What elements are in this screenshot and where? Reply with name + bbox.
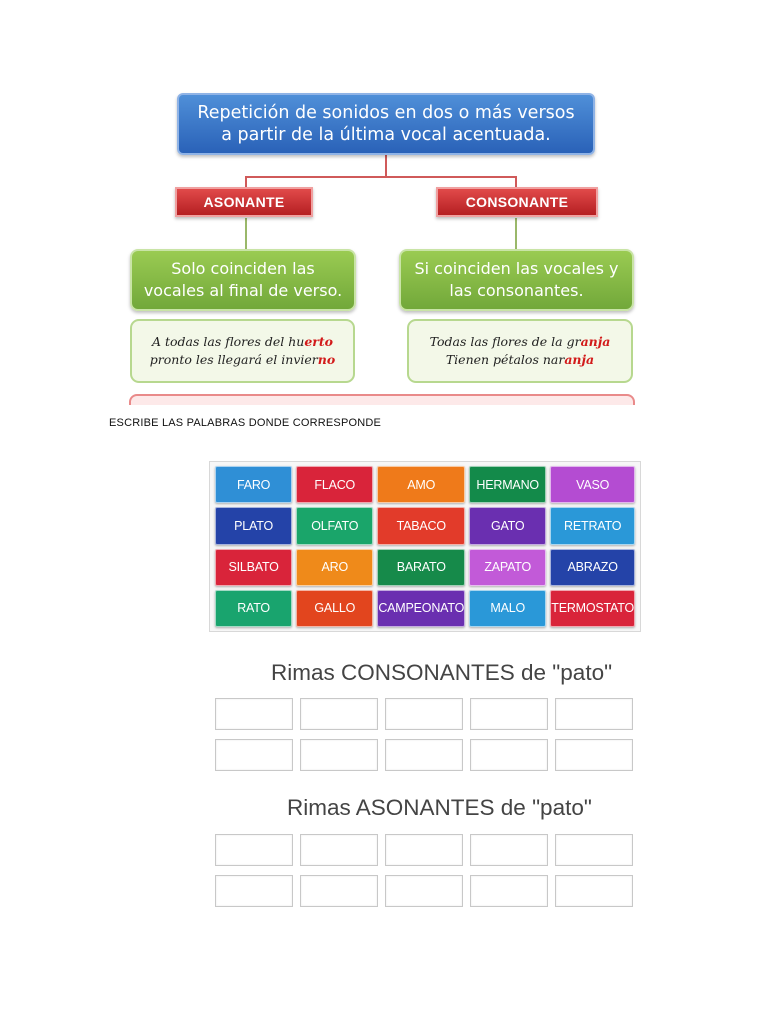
answer-slot[interactable]: [470, 875, 548, 907]
word-tile[interactable]: BARATO: [377, 549, 465, 586]
asonante-description-box: [130, 249, 356, 311]
asonante-label-box: [175, 187, 313, 217]
definition-line-2: a partir de la última vocal acentuada.: [221, 125, 551, 145]
answer-slot[interactable]: [300, 875, 378, 907]
rhyme-highlight: anja: [580, 334, 611, 349]
word-tile[interactable]: RETRATO: [550, 507, 635, 544]
asonante-example-line-2: [150, 351, 335, 369]
consonante-description-line-1: Si coinciden las vocales y: [414, 259, 619, 278]
asonantes-section-title: Rimas ASONANTES de "pato": [287, 795, 592, 820]
answer-slot[interactable]: [555, 875, 633, 907]
asonante-description-line-1: Solo coinciden las: [171, 259, 315, 278]
answer-slot[interactable]: [215, 739, 293, 771]
answer-slot[interactable]: [470, 698, 548, 730]
word-tile[interactable]: FARO: [215, 466, 292, 503]
asonantes-answer-grid: [215, 834, 635, 907]
connector-right-green: [515, 218, 517, 250]
consonantes-answer-grid: [215, 698, 635, 771]
word-tile[interactable]: PLATO: [215, 507, 292, 544]
answer-slot[interactable]: [215, 875, 293, 907]
example-text: pronto les llegará el invier: [149, 352, 318, 367]
asonante-description-line-2: vocales al final de verso.: [143, 281, 343, 300]
word-tile[interactable]: CAMPEONATO: [377, 590, 465, 627]
consonante-example-box: [407, 319, 633, 383]
example-text: Todas las flores de la gr: [429, 334, 581, 349]
consonante-description-box: [399, 249, 634, 311]
answer-slot[interactable]: [300, 739, 378, 771]
answer-slot[interactable]: [555, 698, 633, 730]
word-tile[interactable]: ARO: [296, 549, 373, 586]
word-tile[interactable]: TERMOSTATO: [550, 590, 635, 627]
word-tile[interactable]: TABACO: [377, 507, 465, 544]
answer-slot[interactable]: [385, 834, 463, 866]
word-tile[interactable]: VASO: [550, 466, 635, 503]
word-tile[interactable]: ZAPATO: [469, 549, 546, 586]
example-text: A todas las flores del hu: [152, 334, 305, 349]
word-tile[interactable]: GALLO: [296, 590, 373, 627]
answer-slot[interactable]: [555, 834, 633, 866]
answer-slot[interactable]: [215, 834, 293, 866]
asonante-example-box: [130, 319, 355, 383]
rhyme-highlight: anja: [564, 352, 595, 367]
answer-slot[interactable]: [385, 875, 463, 907]
connector-horizontal: [245, 176, 517, 178]
consonante-description-line-2: las consonantes.: [449, 281, 584, 300]
word-tile[interactable]: SILBATO: [215, 549, 292, 586]
answer-slot[interactable]: [470, 834, 548, 866]
rhyme-highlight: no: [317, 352, 336, 367]
connector-top-vertical: [385, 155, 387, 177]
consonante-example-line-2: [430, 351, 611, 369]
word-tile[interactable]: FLACO: [296, 466, 373, 503]
example-text: Tienen pétalos nar: [445, 352, 565, 367]
consonante-label: CONSONANTE: [465, 194, 569, 210]
rhyme-highlight: erto: [304, 334, 333, 349]
answer-slot[interactable]: [300, 834, 378, 866]
consonantes-section-title: Rimas CONSONANTES de "pato": [271, 660, 613, 685]
instruction-text: ESCRIBE LAS PALABRAS DONDE CORRESPONDE: [109, 417, 382, 429]
word-tile[interactable]: GATO: [469, 507, 546, 544]
answer-slot[interactable]: [555, 739, 633, 771]
answer-slot[interactable]: [470, 739, 548, 771]
word-tile[interactable]: ABRAZO: [550, 549, 635, 586]
concept-map: [125, 80, 640, 405]
answer-slot[interactable]: [215, 698, 293, 730]
word-tile[interactable]: HERMANO: [469, 466, 546, 503]
word-tile[interactable]: RATO: [215, 590, 292, 627]
cropped-box: [129, 394, 635, 405]
consonante-label-box: [436, 187, 598, 217]
answer-slot[interactable]: [385, 698, 463, 730]
word-tile[interactable]: MALO: [469, 590, 546, 627]
asonante-label: ASONANTE: [203, 194, 285, 210]
definition-line-1: Repetición de sonidos en dos o más versos: [197, 103, 575, 123]
answer-slot[interactable]: [385, 739, 463, 771]
definition-box: [177, 93, 595, 155]
answer-slot[interactable]: [300, 698, 378, 730]
word-tile[interactable]: OLFATO: [296, 507, 373, 544]
asonante-example-line-1: [150, 333, 335, 351]
word-tile-grid: [209, 461, 641, 632]
word-tile[interactable]: AMO: [377, 466, 465, 503]
connector-left-green: [245, 218, 247, 250]
consonante-example-line-1: [430, 333, 611, 351]
